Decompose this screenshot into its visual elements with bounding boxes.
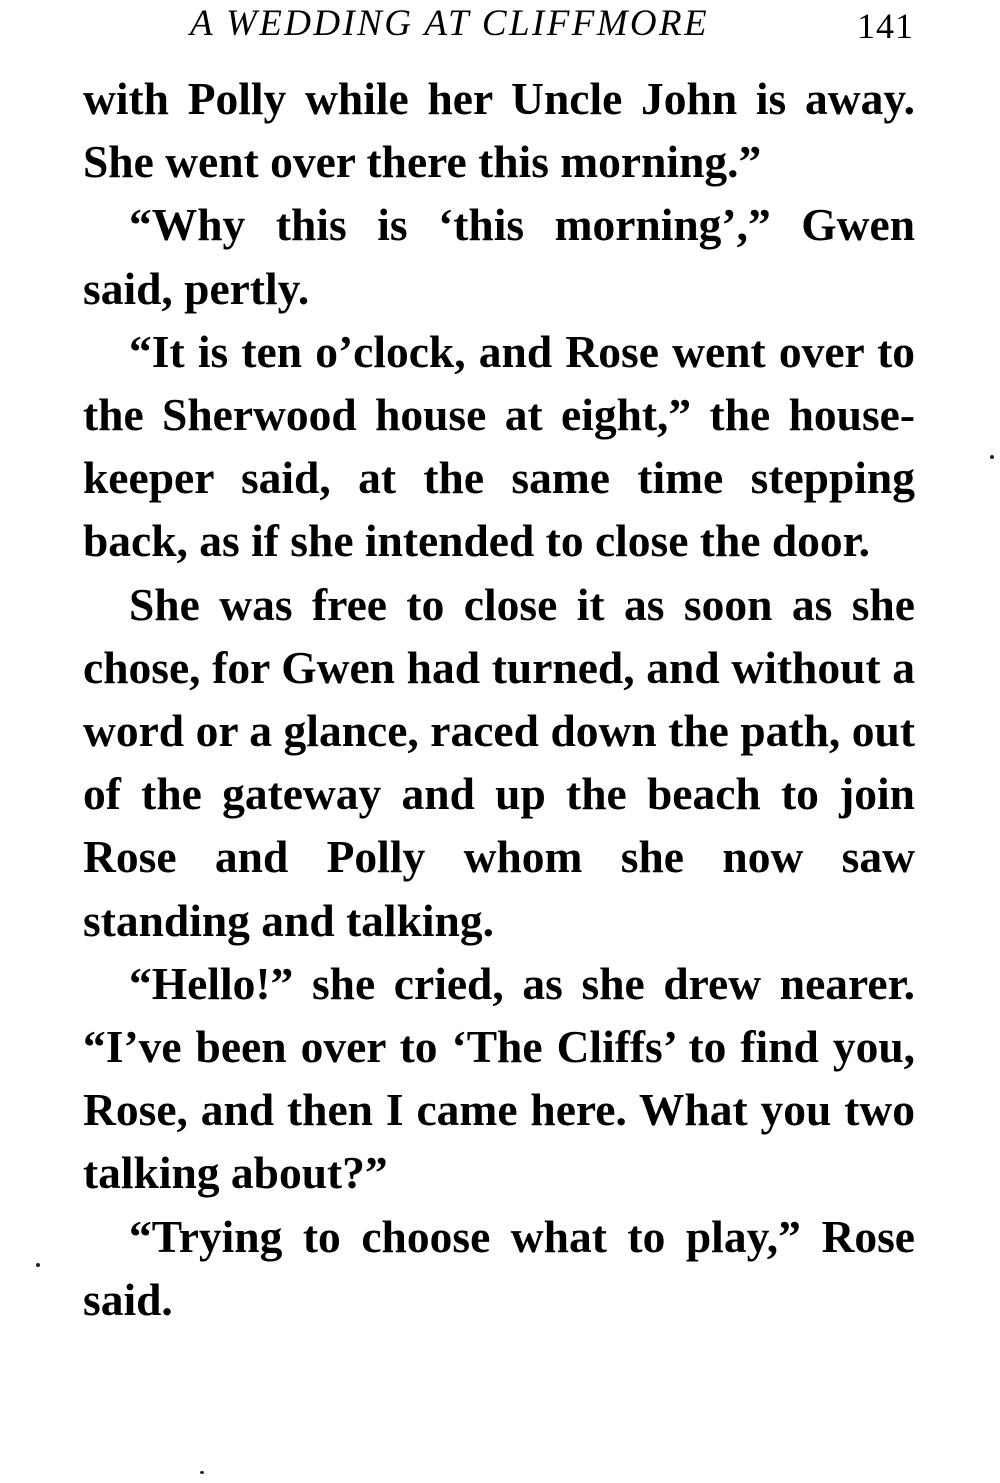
page-number: 141 [857, 6, 914, 46]
scan-speck [36, 1263, 40, 1267]
scan-speck [200, 1471, 204, 1474]
scan-speck [990, 455, 994, 459]
paragraph: “Trying to choose what to play,” Rose said. [83, 1210, 915, 1325]
paragraph: “Hello!” she cried, as she drew nearer. “I’ve been over to ‘The Cliffs’ to find you, Rose, and then I came here. What you two talking about?” [83, 957, 915, 1199]
running-head [0, 0, 1000, 56]
running-title: A WEDDING AT CLIFFMORE [190, 3, 710, 44]
body-text [83, 67, 915, 1331]
paragraph-continuation: with Polly while her Uncle John is away. She went over there this morning.” [83, 73, 915, 188]
paragraph: “Why this is ‘this morning’,” Gwen said, pertly. [83, 199, 915, 314]
paragraph: She was free to close it as soon as she chose, for Gwen had turned, and without a word or a glance, raced down the path, out of the gateway and up the beach to join Rose and Polly whom she now saw standing and talking. [83, 578, 915, 946]
paragraph: “It is ten o’clock, and Rose went over to the Sherwood house at eight,” the housekeeper said, at the same time stepping back, as if she intended to close the door. [83, 325, 915, 567]
